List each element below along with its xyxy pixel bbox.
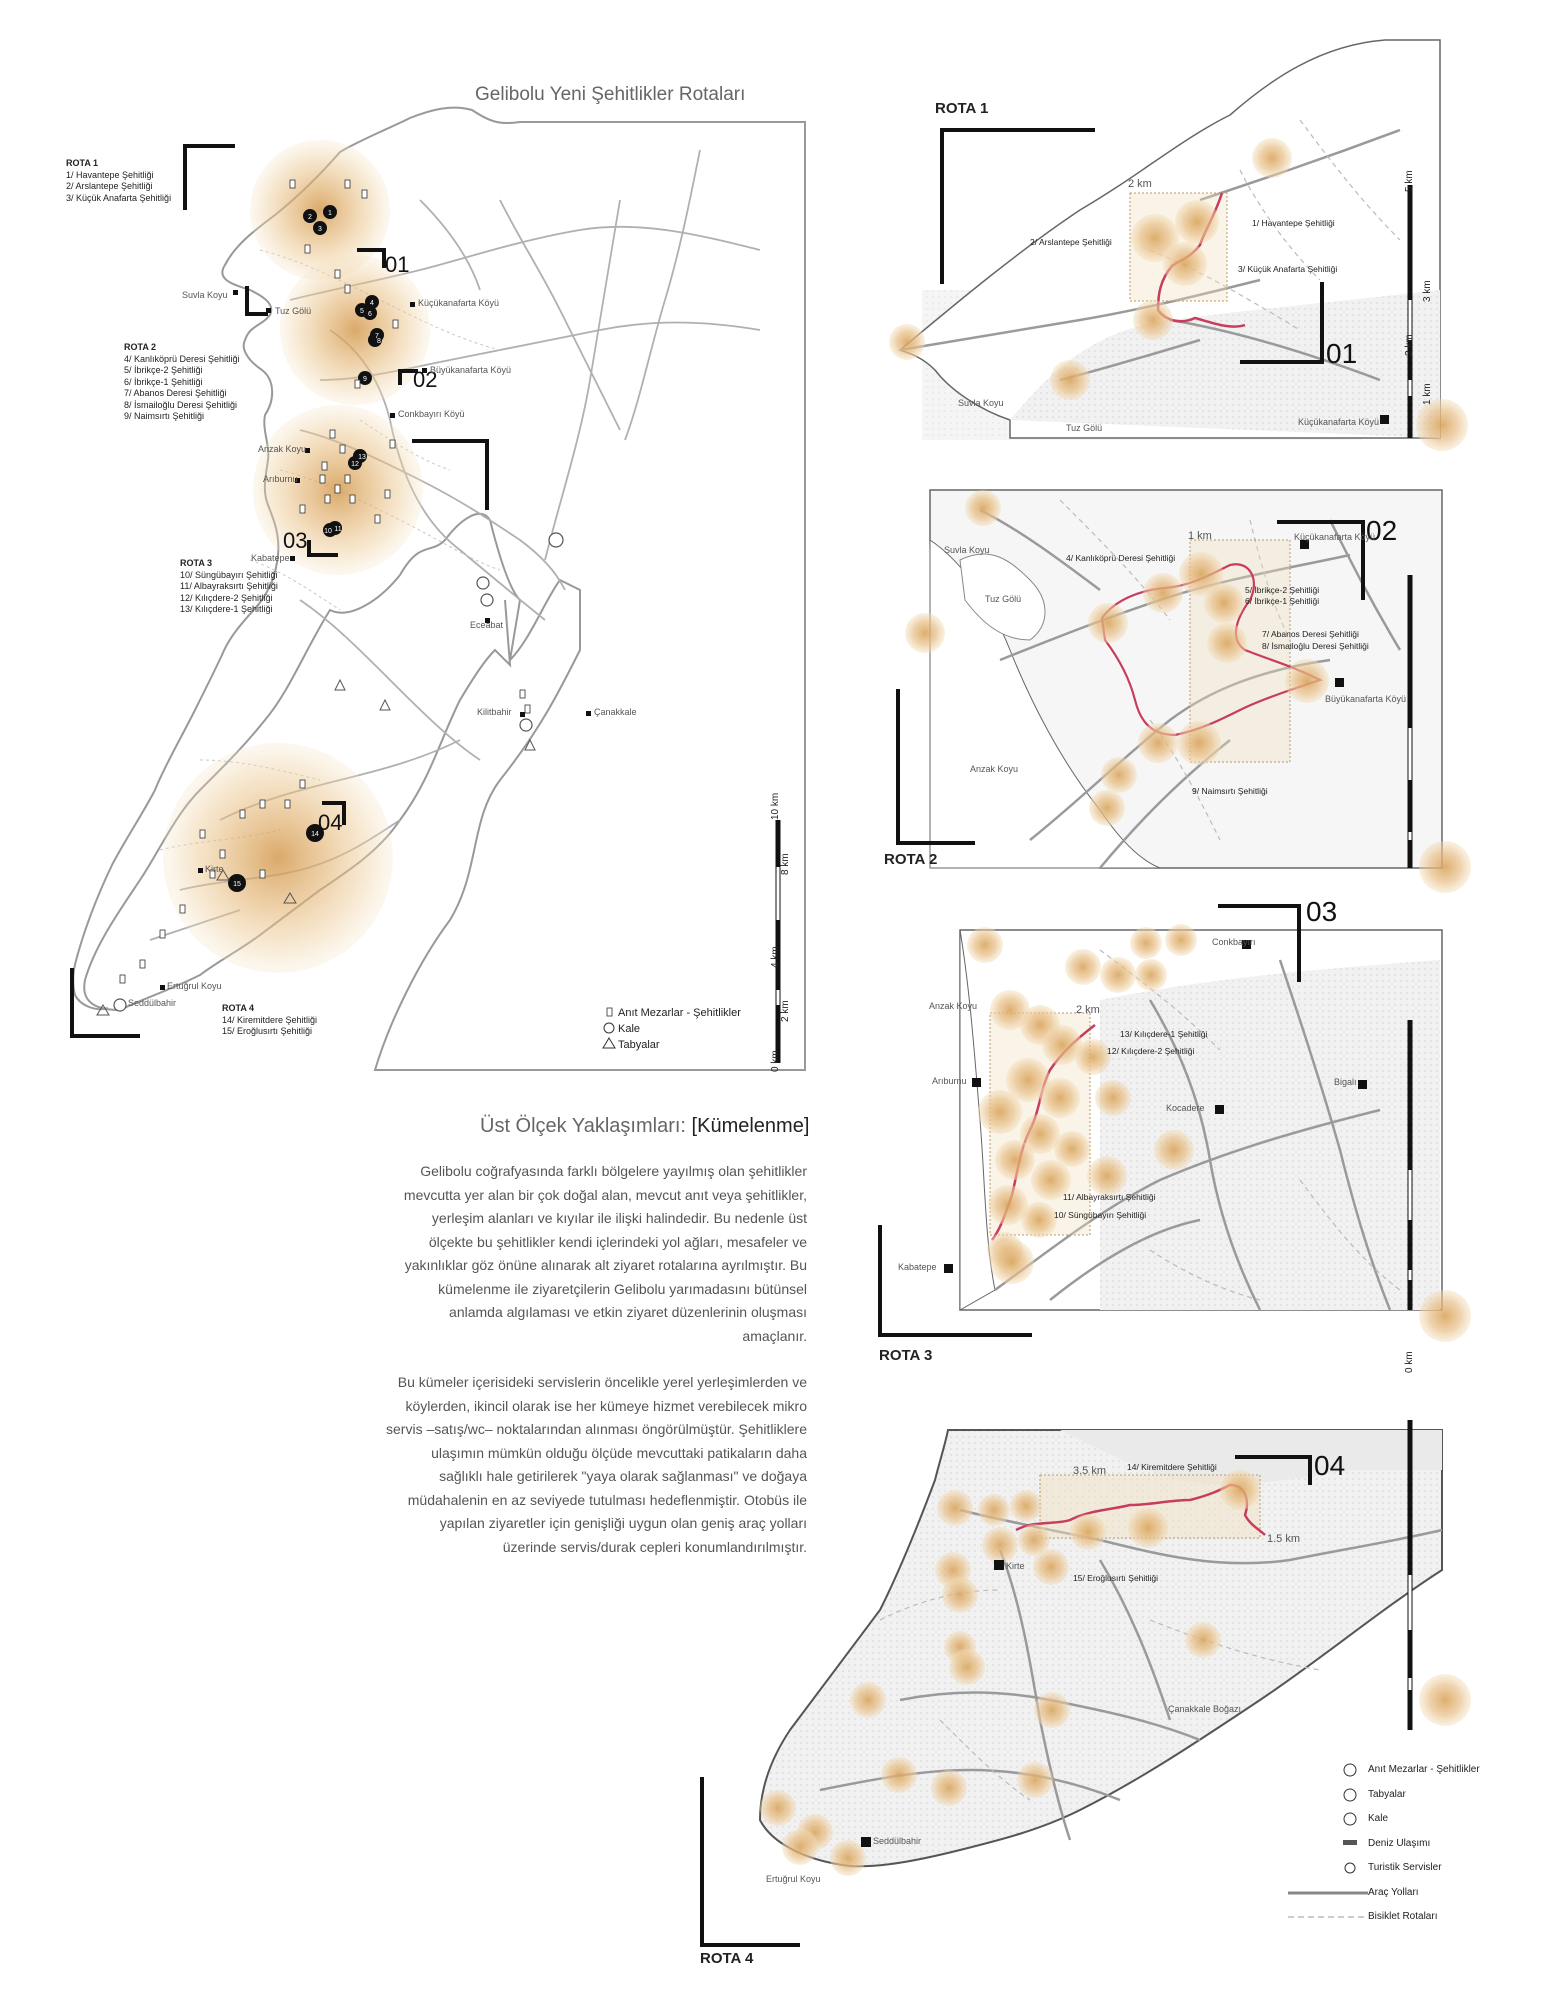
- scale-label: 5 km: [1404, 170, 1415, 192]
- svg-text:5: 5: [360, 308, 364, 315]
- svg-text:13: 13: [358, 454, 366, 461]
- place-label: Suvla Koyu: [958, 398, 1004, 408]
- rota2-num: 02: [1366, 515, 1398, 546]
- rota3-cem: 13/ Kılıçdere-1 Şehitliği: [1120, 1029, 1208, 1039]
- section-heading: [480, 1115, 809, 1138]
- place-label: Anzak Koyu: [970, 764, 1019, 774]
- scale-label: 4 km: [770, 946, 781, 968]
- section-heading-prefix: Üst Ölçek Yaklaşımları:: [480, 1115, 692, 1137]
- place-label: Conkbayırı Köyü: [398, 409, 465, 419]
- place-label: Küçükanafarta Köyü: [418, 298, 500, 308]
- place-label: Tuz Gölü: [275, 306, 312, 316]
- place-label: Kirte: [1006, 1561, 1025, 1571]
- route-group-item: 9/ Naimsırtı Şehitliği: [124, 411, 205, 421]
- rota4-label: ROTA 4: [700, 1950, 754, 1967]
- rota2-cem: 8/ İsmailoğlu Deresi Şehitliği: [1262, 641, 1369, 651]
- route-group-item: 15/ Eroğlusırtı Şehitliği: [222, 1026, 313, 1036]
- rota1-cem: 1/ Havantepe Şehitliği: [1252, 218, 1335, 228]
- rota3-dist: 2 km: [1076, 1004, 1100, 1016]
- route-group-item: 3/ Küçük Anafarta Şehitliği: [66, 192, 172, 203]
- rota3-label: ROTA 3: [879, 1347, 933, 1364]
- legend-item: Turistik Servisler: [1368, 1862, 1442, 1873]
- place-label: Ertuğrul Koyu: [766, 1874, 821, 1884]
- rota1-label: ROTA 1: [935, 100, 989, 117]
- rota2-cem: 6/ İbrikçe-1 Şehitliği: [1245, 596, 1320, 606]
- legend-item: Anıt Mezarlar - Şehitlikler: [618, 1007, 741, 1019]
- svg-text:2: 2: [308, 214, 312, 221]
- route-group-item: 7/ Abanos Deresi Şehitliği: [124, 388, 227, 398]
- route-group-2: [124, 342, 240, 423]
- svg-text:10: 10: [324, 528, 332, 535]
- paragraph: Gelibolu coğrafyasında farklı bölgelere yayılmış olan şehitlikler mevcutta yer alan bir çok doğal alan, mevcut anıt veya şehitlikler, yerleşim alanları ve kıyılar ile ilişki halindedir. Bu nedenle üst ölçekte bu şehitlikler kendi içlerindeki yol ağları, mesafeler ve yakınlıklar göz önüne alınarak alt ziyaret rotalarına ayrılmıştır. Bu kümelenme ile ziyaretçilerin Gelibolu yarımadasını bütünsel anlamda algılaması ve etkin ziyaret düzenlerinin oluşması amaçlanır.: [403, 1163, 807, 1344]
- rota2-cem: 4/ Kanlıköprü Deresi Şehitliği: [1066, 553, 1176, 563]
- svg-text:6: 6: [368, 311, 372, 318]
- route-group-heading: ROTA 4: [222, 1003, 255, 1013]
- cluster-marker-02: 02: [413, 367, 438, 392]
- place-label: Küçükanafarta Köyü: [1298, 417, 1380, 427]
- place-label: Suvla Koyu: [944, 545, 990, 555]
- route-group-heading: ROTA 3: [180, 558, 213, 568]
- legend-item: Deniz Ulaşımı: [1368, 1837, 1431, 1849]
- legend-item: Tabyalar: [618, 1039, 660, 1051]
- route-group-item: 10/ Süngübayırı Şehitliği: [180, 569, 278, 580]
- place-label: Arıburnu: [263, 474, 298, 484]
- rota3-cem: 11/ Albayraksırtı Şehitliği: [1063, 1192, 1156, 1202]
- legend-item: Bisiklet Rotaları: [1368, 1911, 1438, 1922]
- place-label: Büyükanafarta Köyü: [1325, 694, 1407, 704]
- legend-item: Kale: [618, 1023, 641, 1035]
- rota2-cem: 5/ İbrikçe-2 Şehitliği: [1245, 585, 1320, 595]
- route-group-1: [66, 158, 171, 204]
- place-label: Küçükanafarta Köyü: [1294, 532, 1376, 542]
- place-label: Kocadere: [1166, 1103, 1205, 1113]
- scale-label: 1 km: [1422, 383, 1433, 405]
- place-label: Bigalı: [1334, 1077, 1357, 1087]
- place-label: Kabatepe: [898, 1262, 937, 1272]
- rota2-cem: 9/ Naimsırtı Şehitliği: [1192, 786, 1268, 796]
- rota1-cem: 2/ Arslantepe Şehitliği: [1030, 237, 1112, 247]
- cluster-marker-01: 01: [385, 252, 410, 277]
- section-body: [385, 1160, 807, 1582]
- scale-label: 3 km: [1422, 280, 1433, 302]
- route-group-item: 13/ Kılıçdere-1 Şehitliği: [180, 604, 273, 614]
- svg-text:15: 15: [233, 881, 241, 888]
- section-heading-emph: [Kümelenme]: [691, 1115, 810, 1137]
- legend-item: Araç Yolları: [1368, 1886, 1419, 1898]
- scale-label: 2 km: [780, 1000, 791, 1022]
- svg-text:3: 3: [318, 226, 322, 233]
- legend-item: Tabyalar: [1368, 1788, 1406, 1800]
- route-group-heading: ROTA 2: [124, 342, 157, 352]
- scale-label: 8 km: [780, 853, 791, 875]
- svg-text:1: 1: [328, 210, 332, 217]
- route-group-item: 4/ Kanlıköprü Deresi Şehitliği: [124, 353, 240, 364]
- route-group-4: [222, 1003, 317, 1038]
- scale-label: 2 km: [1404, 334, 1415, 356]
- rota3-num: 03: [1306, 896, 1338, 927]
- route-group-item: 1/ Havantepe Şehitliği: [66, 169, 154, 180]
- place-label: Kilitbahir: [477, 707, 512, 717]
- rota1-dist: 2 km: [1128, 178, 1152, 190]
- route-group-3: [180, 558, 278, 616]
- svg-text:14: 14: [311, 831, 319, 838]
- rota4-cem: 15/ Eroğlusırtı Şehitliği: [1073, 1573, 1159, 1583]
- right-legend: [1340, 1758, 1480, 1930]
- place-label: Eceabat: [470, 620, 504, 630]
- route-group-item: 11/ Albayraksırtı Şehitliği: [180, 581, 278, 591]
- svg-text:8: 8: [377, 338, 381, 345]
- place-label: Büyükanafarta Köyü: [430, 365, 512, 375]
- place-label: Kirte: [205, 864, 224, 874]
- main-map-legend: [604, 1005, 741, 1053]
- svg-text:9: 9: [363, 376, 367, 383]
- rota2-label: ROTA 2: [884, 851, 938, 868]
- rota4-num: 04: [1314, 1450, 1346, 1481]
- route-group-item: 12/ Kılıçdere-2 Şehitliği: [180, 592, 273, 603]
- route-group-item: 8/ İsmailoğlu Deresi Şehitliği: [124, 399, 238, 410]
- scale-label: 0 km: [1404, 1351, 1415, 1373]
- svg-text:7: 7: [375, 333, 379, 340]
- main-map-title: Gelibolu Yeni Şehitlikler Rotaları: [475, 84, 746, 105]
- route-group-item: 2/ Arslantepe Şehitliği: [66, 181, 153, 191]
- rota4-dist2: 1.5 km: [1267, 1533, 1301, 1545]
- rota4-dist: 3.5 km: [1073, 1465, 1107, 1477]
- scale-label: 10 km: [770, 792, 781, 820]
- scale-label: 0 km: [770, 1050, 781, 1072]
- place-label: Kabatepe: [251, 553, 290, 563]
- rota4-cem: 14/ Kiremitdere Şehitliği: [1127, 1462, 1217, 1472]
- rota3-map: [880, 906, 1471, 1342]
- place-label: Conkbayırı: [1212, 937, 1256, 947]
- rota1-cem: 3/ Küçük Anafarta Şehitliği: [1238, 264, 1338, 274]
- cluster-marker-04: 04: [318, 810, 343, 835]
- paragraph: Bu kümeler içerisideki servislerin öncelikle yerel yerleşimlerden ve köylerden, ikincil olarak ise her kümeye hizmet verebilecek mikro servis –satış/wc– noktalarından alınması öngörülmüştür. Şehitliklere ulaşımın mümkün olduğu ölçüde mevcuttaki patikaların daha sağlıklı hale getirilerek "yaya olarak sağlanması" ve doğaya müdahalenin en az seviyede tutulması hedeflenmiştir. Otobüs ile yapılan ziyaretler için genişliği uygun olan geniş araç yolları üzerinde servis/durak cepleri konumlandırılmıştır.: [386, 1374, 807, 1555]
- route-group-item: 14/ Kiremitdere Şehitliği: [222, 1014, 318, 1025]
- place-label: Çanakkale Boğazı: [1168, 1704, 1242, 1714]
- place-label: Tuz Gölü: [985, 594, 1022, 604]
- place-label: Ertuğrul Koyu: [167, 981, 222, 991]
- svg-text:12: 12: [351, 461, 359, 468]
- rota2-dist: 1 km: [1188, 530, 1212, 542]
- place-label: Seddülbahir: [128, 998, 177, 1008]
- legend-item: Anıt Mezarlar - Şehitlikler: [1368, 1764, 1480, 1775]
- place-label: Arıburnu: [932, 1076, 967, 1086]
- legend-item: Kale: [1368, 1813, 1389, 1824]
- place-label: Tuz Gölü: [1066, 423, 1103, 433]
- place-label: Çanakkale: [594, 707, 637, 717]
- rota1-num: 01: [1326, 338, 1358, 369]
- rota2-cem: 7/ Abanos Deresi Şehitliği: [1262, 629, 1359, 639]
- svg-text:11: 11: [334, 526, 342, 533]
- route-group-item: 6/ İbrikçe-1 Şehitliği: [124, 376, 203, 387]
- place-label: Seddülbahir: [873, 1836, 922, 1846]
- route-group-item: 5/ İbrikçe-2 Şehitliği: [124, 365, 203, 375]
- svg-text:4: 4: [370, 300, 374, 307]
- route-group-heading: ROTA 1: [66, 158, 99, 168]
- rota3-cem: 10/ Süngübayırı Şehitliği: [1054, 1210, 1147, 1220]
- cluster-marker-03: 03: [283, 528, 308, 553]
- place-label: Anzak Koyu: [929, 1001, 978, 1011]
- place-label: Suvla Koyu: [182, 290, 228, 300]
- rota3-cem: 12/ Kılıçdere-2 Şehitliği: [1107, 1046, 1195, 1056]
- place-label: Anzak Koyu: [258, 444, 307, 454]
